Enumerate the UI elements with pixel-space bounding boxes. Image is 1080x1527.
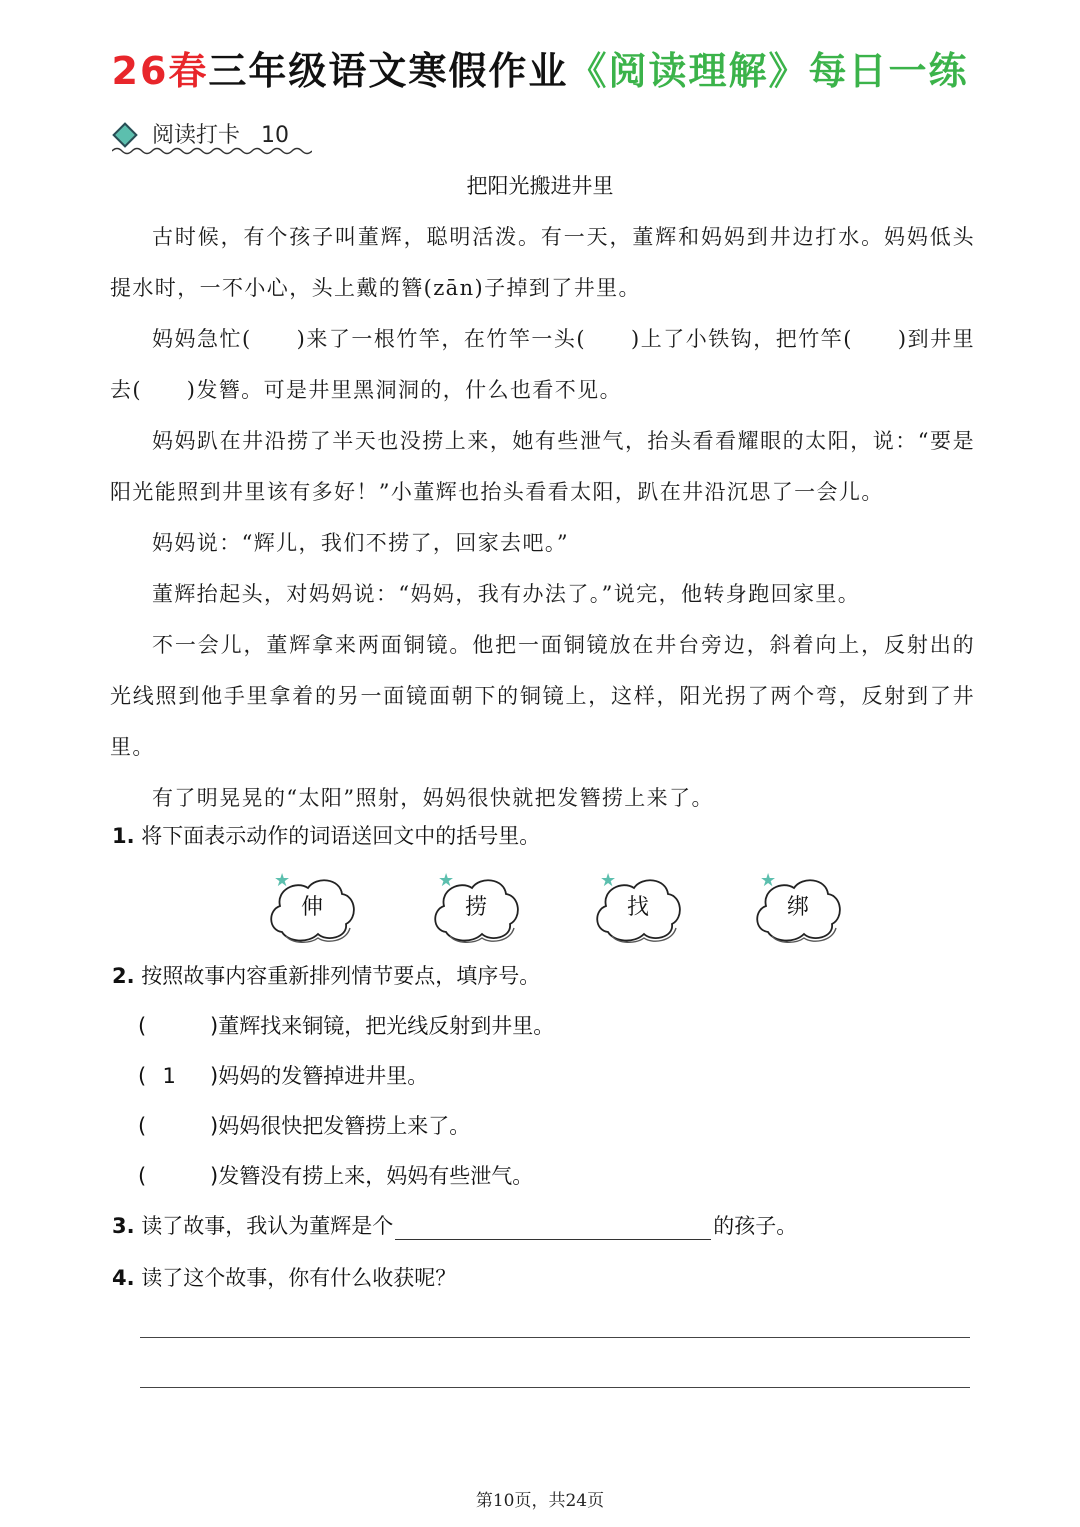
story-paragraph: 妈妈趴在井沿捞了半天也没捞上来，她有些泄气，抬头看看耀眼的太阳，说：“要是阳光能照到井里该有多好！”小董辉也抬头看看太阳，趴在井沿沉思了一会儿。: [110, 429, 975, 504]
star-icon: ★: [274, 870, 291, 891]
story-paragraph: 有了明晃晃的“太阳”照射，妈妈很快就把发簪捞上来了。: [152, 786, 714, 810]
page-header: [0, 40, 1080, 95]
word-cloud: [592, 872, 684, 946]
question-text: 读了故事，我认为董辉是个: [141, 1214, 394, 1238]
question-number: 2.: [112, 964, 135, 988]
page-footer: 第10页，共24页: [475, 1491, 605, 1511]
order-item[interactable]: ( )发簪没有捞上来，妈妈有些泄气。: [138, 1164, 534, 1188]
question-number: 3.: [112, 1214, 135, 1238]
answer-blank[interactable]: [395, 1217, 711, 1240]
story-body: [110, 212, 975, 824]
story-paragraph: 不一会儿，董辉拿来两面铜镜。他把一面铜镜放在井台旁边，斜着向上，反射出的光线照到他手里拿着的另一面镜面朝下的铜镜上，这样，阳光拐了两个弯，反射到了井里。: [110, 633, 975, 759]
header-daily: 每日一练: [808, 49, 969, 93]
story-paragraph: 古时候，有个孩子叫董辉，聪明活泼。有一天，董辉和妈妈到井边打水。妈妈低头提水时，一不小心，头上戴的簪(zān)子掉到了井里。: [110, 225, 975, 300]
checkin-number: 10: [261, 123, 290, 148]
word-cloud: [430, 872, 522, 946]
order-text: )董辉找来铜镜，把光线反射到井里。: [210, 1014, 555, 1038]
question-text: 将下面表示动作的词语送回文中的括号里。: [141, 824, 541, 848]
action-word: 绑: [786, 895, 809, 920]
question-text: 按照故事内容重新排列情节要点，填序号。: [141, 964, 541, 988]
question-4: [112, 1262, 456, 1292]
star-icon: ★: [760, 870, 777, 891]
wavy-underline-icon: [112, 146, 312, 156]
question-2: [112, 960, 540, 990]
header-season: 26春: [111, 49, 209, 93]
question-3: [112, 1210, 797, 1240]
action-word: 找: [626, 895, 649, 920]
question-number: 4.: [112, 1266, 135, 1290]
answer-line[interactable]: [140, 1337, 970, 1338]
order-text: )发簪没有捞上来，妈妈有些泄气。: [210, 1164, 534, 1188]
story-paragraph: 妈妈说：“辉儿，我们不捞了，回家去吧。”: [152, 531, 569, 555]
diamond-icon: [112, 122, 137, 147]
checkin-label: [112, 116, 312, 156]
order-item[interactable]: ( 1 )妈妈的发簪掉进井里。: [138, 1064, 429, 1088]
story-paragraph: 董辉抬起头，对妈妈说：“妈妈，我有办法了。”说完，他转身跑回家里。: [152, 582, 861, 606]
question-text-after: 的孩子。: [713, 1214, 798, 1238]
answer-line[interactable]: [140, 1387, 970, 1388]
action-word: 捞: [464, 895, 487, 920]
order-text: )妈妈很快把发簪捞上来了。: [210, 1114, 471, 1138]
order-text: )妈妈的发簪掉进井里。: [210, 1064, 429, 1088]
action-word: 伸: [300, 895, 323, 920]
checkin-text: 阅读打卡: [152, 123, 241, 148]
story-title: 把阳光搬进井里: [466, 174, 614, 198]
order-number: 1: [162, 1064, 176, 1088]
header-book: 《阅读理解》: [568, 49, 809, 93]
star-icon: ★: [600, 870, 617, 891]
word-clouds: [266, 872, 846, 948]
order-item[interactable]: ( )董辉找来铜镜，把光线反射到井里。: [138, 1014, 555, 1038]
question-1: [112, 820, 540, 850]
word-cloud: [752, 872, 844, 946]
story-paragraph: 妈妈急忙( )来了一根竹竿，在竹竿一头( )上了小铁钩，把竹竿( )到井里去( )发簪。可是井里黑洞洞的，什么也看不见。: [110, 327, 975, 402]
question-number: 1.: [112, 824, 135, 848]
word-cloud: [266, 872, 358, 946]
star-icon: ★: [438, 870, 455, 891]
order-item[interactable]: ( )妈妈很快把发簪捞上来了。: [138, 1114, 471, 1138]
header-grade: 三年级语文寒假作业: [208, 49, 569, 93]
question-text: 读了这个故事，你有什么收获呢？: [141, 1266, 457, 1290]
